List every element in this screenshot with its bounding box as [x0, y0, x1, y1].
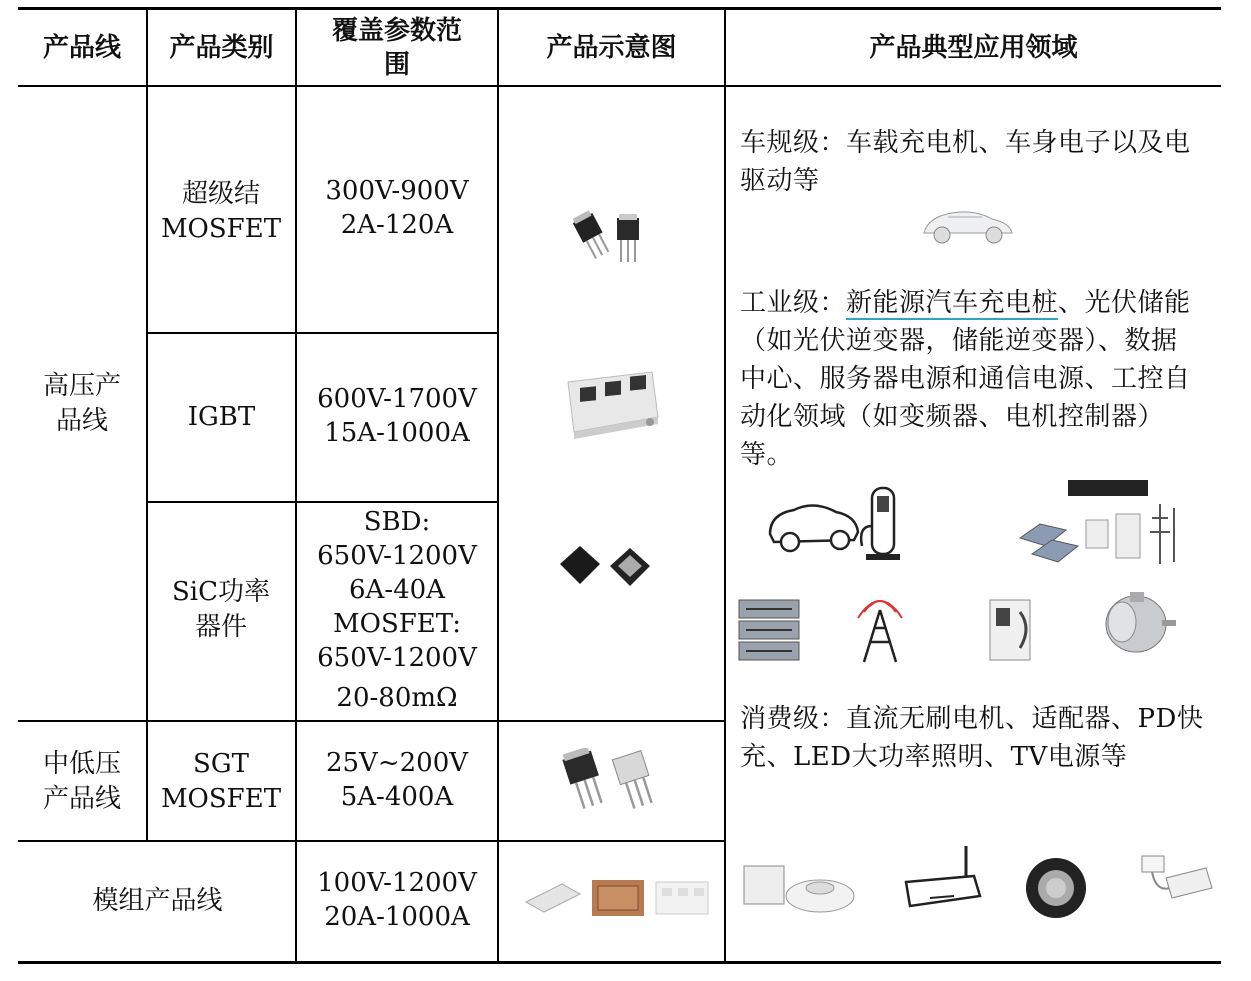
param-line: 650V-1200V [317, 541, 477, 571]
to247-transistor-image [570, 210, 650, 265]
category-sj-mosfet: 超级结 MOSFET [160, 179, 282, 244]
header-line: 产品线 [42, 32, 121, 63]
param-line: 100V-1200V [317, 868, 477, 898]
header-params: 覆盖参数范围 [331, 15, 462, 80]
ev-charging-link[interactable]: 新能源汽车充电桩 [846, 288, 1059, 318]
industrial-grade-text [740, 284, 1200, 474]
solar-inverter-icon [1010, 474, 1190, 570]
param-line: 25V~200V [325, 748, 469, 778]
table-bottom-rule [18, 961, 1221, 964]
param-line: MOSFET: [333, 609, 461, 639]
adapter-icon [1136, 852, 1216, 902]
charging-pile-icon [858, 486, 908, 562]
consumer-grade-label: 消费级： [740, 704, 847, 734]
param-line: 6A-40A [349, 575, 445, 605]
row-divider [147, 501, 499, 503]
sic-device-image [558, 544, 658, 594]
params-sgt [297, 744, 497, 816]
header-category: 产品类别 [169, 32, 274, 63]
col-divider [724, 8, 726, 963]
col-divider [497, 8, 499, 963]
category-sgt: SGT MOSFET [160, 749, 282, 814]
row-divider [18, 720, 726, 722]
led-lamp-icon [1022, 858, 1092, 920]
auto-grade-desc: 车载充电机、车身电子以及电驱动等 [740, 128, 1191, 196]
params-sic [297, 505, 497, 719]
category-igbt: IGBT [187, 402, 256, 432]
ev-car-icon [764, 488, 864, 558]
industrial-grade-label: 工业级： [740, 288, 847, 318]
consumer-grade-text [740, 700, 1210, 776]
electric-motor-icon [1100, 588, 1180, 658]
header-bottom-rule [18, 85, 1221, 87]
param-line: 600V-1700V [317, 384, 477, 414]
param-line: 20A-1000A [324, 902, 470, 932]
charger-cabinet-icon [986, 598, 1036, 662]
params-sj-mosfet [297, 172, 497, 244]
header-image: 产品示意图 [546, 32, 677, 63]
param-line: 5A-400A [340, 782, 454, 812]
server-rack-icon [738, 598, 800, 662]
auto-grade-text [740, 124, 1200, 200]
mid-low-voltage-line-label: 中低压产品线 [42, 749, 121, 814]
module-line-label: 模组产品线 [92, 886, 223, 916]
high-voltage-line-label: 高压产品线 [42, 371, 121, 436]
header-applications: 产品典型应用领域 [869, 32, 1078, 63]
sgt-mosfet-image [556, 748, 662, 812]
category-sic: SiC功率器件 [171, 577, 271, 642]
set-top-box-icon [900, 846, 984, 918]
robot-vacuum-icon [742, 856, 856, 916]
params-module [297, 864, 497, 936]
module-products-image [522, 878, 712, 918]
col-divider [295, 8, 297, 963]
igbt-module-image [560, 362, 662, 440]
car-chassis-icon [918, 203, 1018, 249]
param-line: SBD: [363, 507, 431, 537]
industrial-grade-desc: 、光伏储能（如光伏逆变器，储能逆变器）、数据中心、服务器电源和通信电源、工控自动化领域（如变频器、电机控制器）等。 [740, 288, 1191, 470]
consumer-grade-desc: 直流无刷电机、适配器、PD快充、LED大功率照明、TV电源等 [740, 704, 1204, 772]
param-line: 300V-900V [325, 176, 469, 206]
param-line: 15A-1000A [324, 418, 470, 448]
param-line: 20-80mΩ [336, 683, 458, 713]
param-line: 2A-120A [340, 210, 454, 240]
auto-grade-label: 车规级： [740, 128, 847, 158]
params-igbt [297, 380, 497, 452]
radio-tower-icon [850, 596, 910, 664]
param-line: 650V-1200V [317, 643, 477, 673]
